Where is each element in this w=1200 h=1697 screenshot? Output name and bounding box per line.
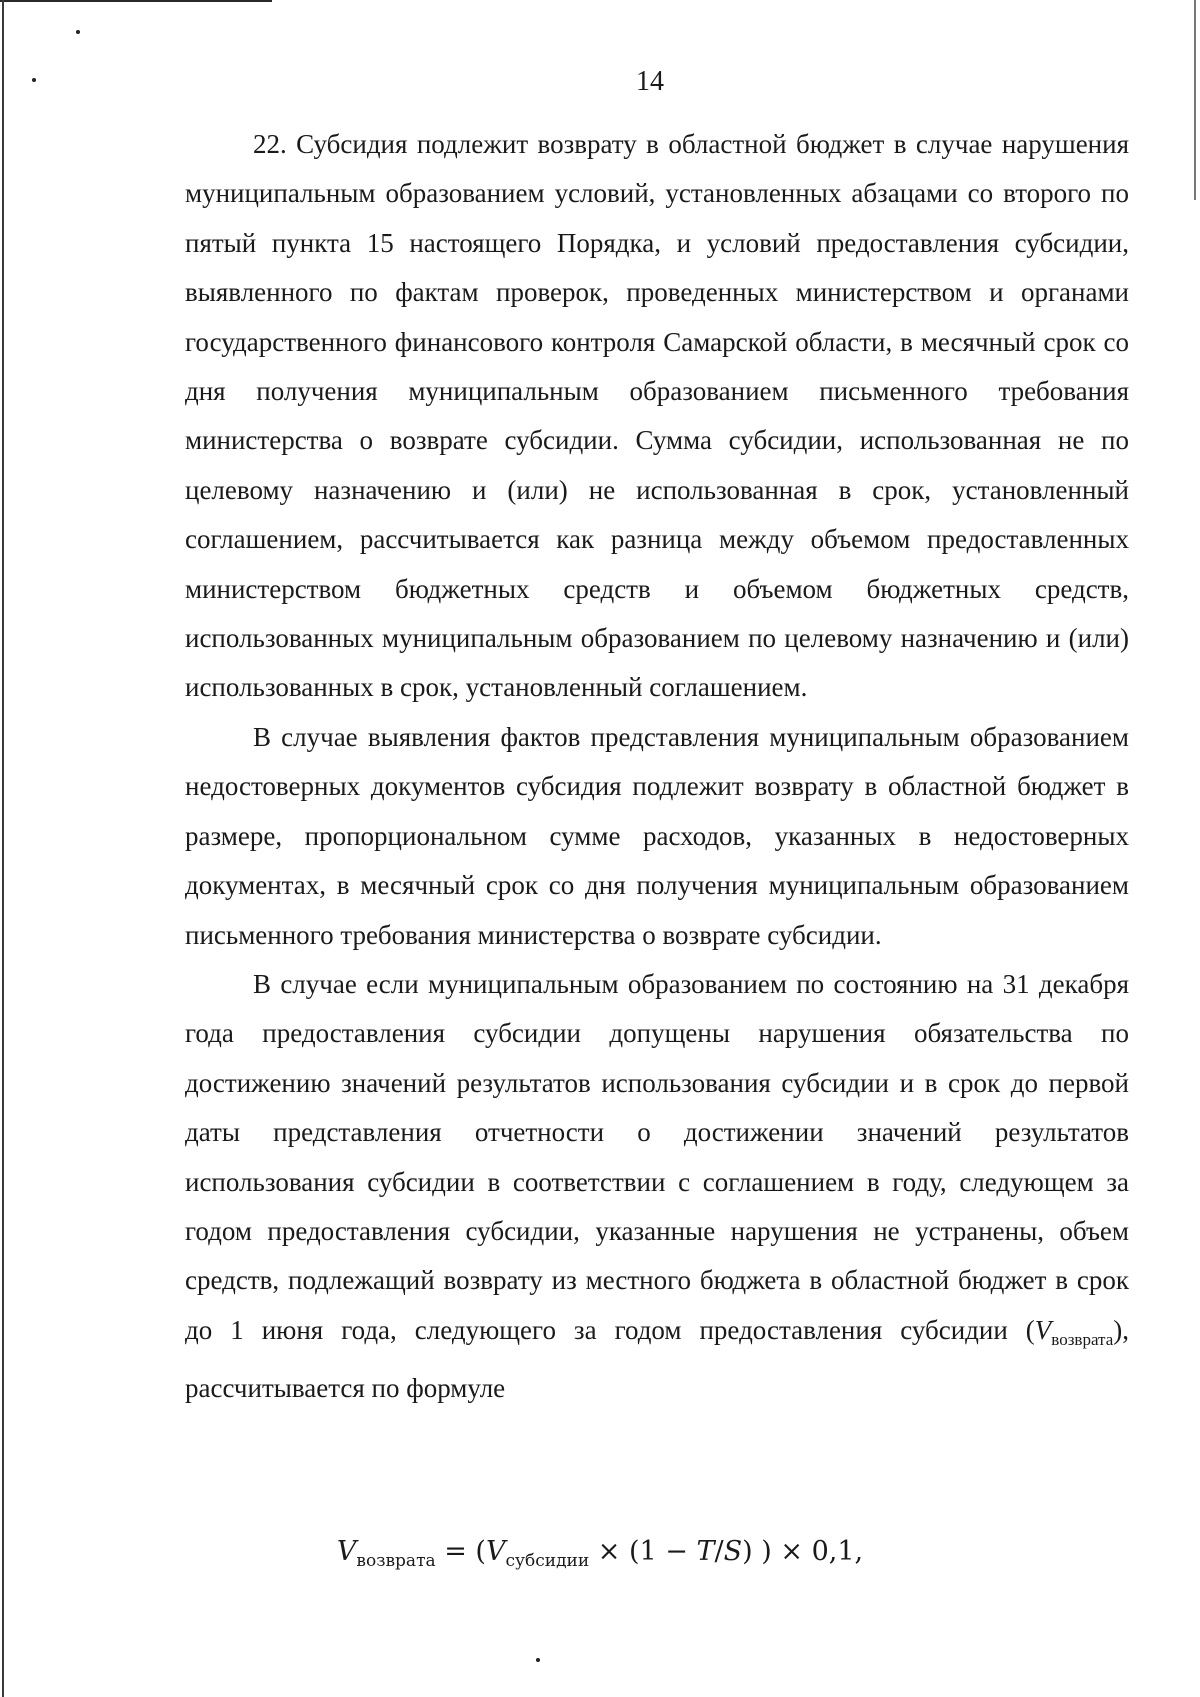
scan-speck <box>536 1658 540 1662</box>
formula-eq: = ( <box>435 1536 486 1567</box>
paragraph-text: В случае если муниципальным образованием по состоянию на 31 декабря года предоставления субсидии допущены нарушения обязательства по достижению значений результатов использования субсидии и в срок до первой даты представления отчетности о достижении значений результатов использования субсидии в соответствии с соглашением в году, следующем за годом предоставления субсидии, указанные нарушения не устранены, объем средств, подлежащий возврату из местного бюджета в областной бюджет в срок до 1 июня года, следующего за годом предоставления субсидии ( <box>185 968 1129 1345</box>
formula-rest: × (1 − <box>589 1536 697 1567</box>
formula-rhs-sub: субсидии <box>505 1551 590 1571</box>
formula-s: S <box>723 1536 743 1567</box>
document-body <box>185 120 1129 1414</box>
formula-t: T <box>696 1536 715 1567</box>
formula-lhs-sub: возврата <box>356 1551 436 1571</box>
formula-rhs-var: V <box>485 1536 506 1567</box>
variable-v: V <box>1034 1314 1052 1345</box>
formula-end: ) ) × 0,1, <box>742 1536 864 1567</box>
scan-border-left <box>2 0 4 1697</box>
scan-speck <box>76 30 80 34</box>
scan-border-top <box>0 0 272 2</box>
paragraph-22: 22. Субсидия подлежит возврату в областной бюджет в случае нарушения муниципальным образованием условий, установленных абзацами со второго по пятый пункта 15 настоящего Порядка, и условий предоставления субсидии, выявленного по фактам проверок, проведенных министерством и органами государственного финансового контроля Самарской области, в месячный срок со дня получения муниципальным образованием письменного требования министерства о возврате субсидии. Сумма субсидии, использованная не по целевому назначению и (или) не использованная в срок, установленный соглашением, рассчитывается как разница между объемом предоставленных министерством бюджетных средств и объемом бюджетных средств, использованных муниципальным образованием по целевому назначению и (или) использованных в срок, установленный соглашением. <box>185 129 1129 703</box>
paragraph-results-violation <box>185 960 1129 1414</box>
formula-lhs-var: V <box>336 1536 357 1567</box>
paragraph-text-end: ), рассчитывается по формуле <box>185 1314 1129 1404</box>
page-number: 14 <box>636 66 664 97</box>
variable-subscript: возврата <box>1051 1329 1114 1349</box>
return-formula <box>0 1532 1200 1581</box>
paragraph-false-documents: В случае выявления фактов представления муниципальным образованием недостоверных документов субсидия подлежит возврату в областной бюджет в размере, пропорциональном сумме расходов, указанных в недостоверных документах, в месячный срок со дня получения муниципальным образованием письменного требования министерства о возврате субсидии. <box>185 721 1129 950</box>
formula-slash: / <box>714 1536 724 1567</box>
